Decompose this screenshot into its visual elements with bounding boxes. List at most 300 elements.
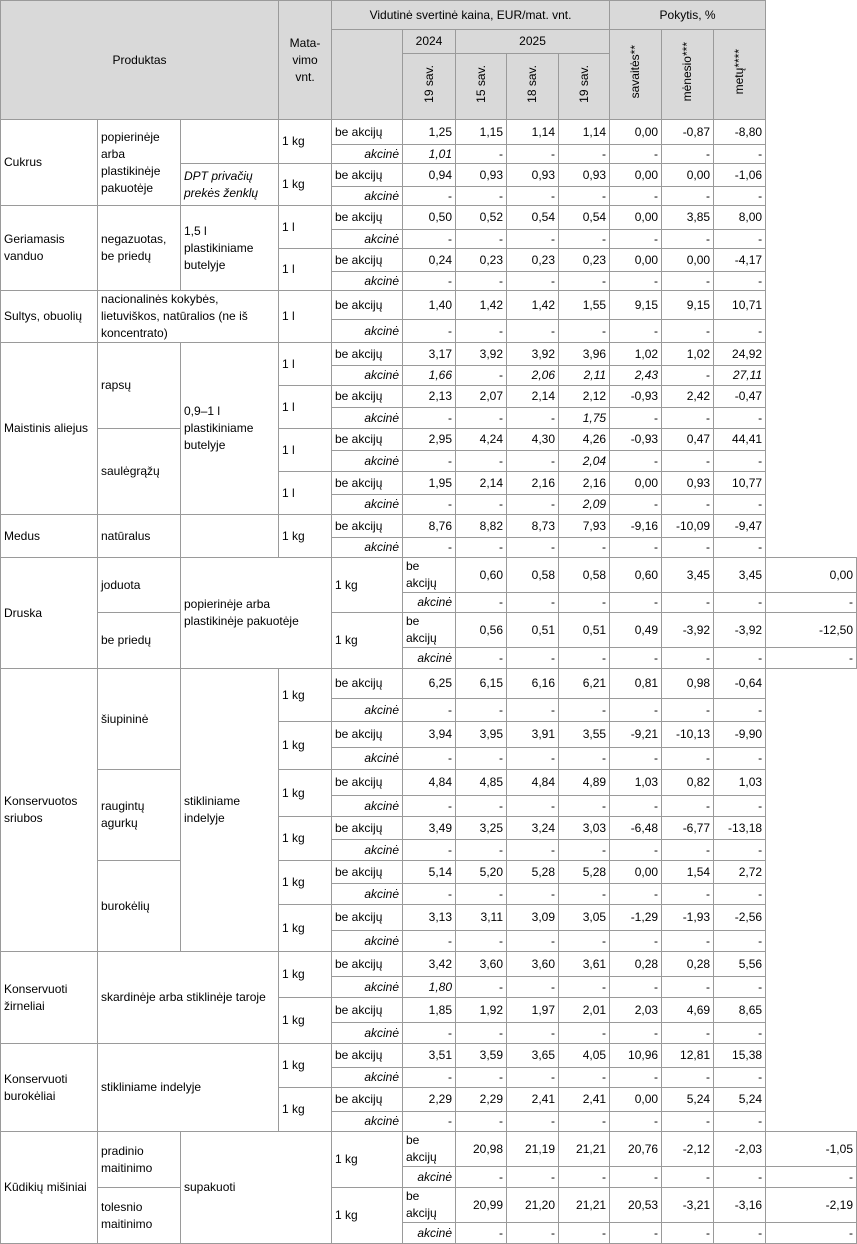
- value-cell: -: [662, 796, 714, 817]
- value-cell: -: [662, 748, 714, 770]
- value-cell: -: [610, 320, 662, 343]
- value-cell: -: [559, 187, 610, 206]
- value-cell: 0,54: [559, 206, 610, 230]
- price-type-label: be akcijų: [332, 861, 403, 884]
- value-cell: 4,69: [662, 998, 714, 1023]
- value-cell: -: [559, 1167, 610, 1188]
- value-cell: 4,85: [456, 770, 507, 796]
- product-variant-cell: [181, 120, 279, 164]
- value-cell: -: [610, 884, 662, 905]
- value-cell: 1,03: [610, 770, 662, 796]
- value-cell: -: [456, 272, 507, 291]
- value-cell: -: [456, 320, 507, 343]
- value-cell: 0,23: [507, 249, 559, 272]
- value-cell: 2,16: [559, 472, 610, 495]
- product-cell: Sultys, obuolių: [1, 291, 98, 343]
- value-cell: 0,52: [456, 206, 507, 230]
- price-type-label: be akcijų: [332, 1088, 403, 1112]
- value-cell: 4,84: [507, 770, 559, 796]
- value-cell: -: [662, 451, 714, 472]
- value-cell: -6,48: [610, 817, 662, 840]
- value-cell: -: [610, 145, 662, 164]
- value-cell: 2,03: [610, 998, 662, 1023]
- value-cell: -: [507, 1112, 559, 1132]
- price-type-label: be akcijų: [332, 120, 403, 145]
- value-cell: 5,14: [403, 861, 456, 884]
- value-cell: 5,24: [662, 1088, 714, 1112]
- product-cell: burokėlių: [98, 861, 181, 952]
- table-row: [1, 120, 857, 145]
- value-cell: 2,14: [507, 386, 559, 408]
- value-cell: -: [507, 1223, 559, 1244]
- value-cell: -: [714, 648, 766, 669]
- product-cell: negazuotas, be priedų: [98, 206, 181, 291]
- value-cell: 10,96: [610, 1044, 662, 1068]
- unit-cell: 1 kg: [279, 952, 332, 998]
- price-type-label: akcinė: [332, 796, 403, 817]
- value-cell: -: [456, 884, 507, 905]
- value-cell: 3,94: [403, 722, 456, 748]
- product-cell: popierinėje arba plastikinėje pakuotėje: [181, 558, 332, 669]
- value-cell: -: [507, 272, 559, 291]
- value-cell: 3,59: [456, 1044, 507, 1068]
- value-cell: 1,85: [403, 998, 456, 1023]
- product-cell: saulėgrąžų: [98, 429, 181, 515]
- value-cell: -13,18: [714, 817, 766, 840]
- value-cell: 0,93: [559, 164, 610, 187]
- value-cell: 0,93: [662, 472, 714, 495]
- value-cell: -: [559, 1023, 610, 1044]
- value-cell: -: [714, 320, 766, 343]
- value-cell: -: [714, 593, 766, 613]
- value-cell: -9,16: [610, 515, 662, 538]
- value-cell: 3,24: [507, 817, 559, 840]
- product-cell: joduota: [98, 558, 181, 613]
- value-cell: -: [766, 648, 857, 669]
- value-cell: -: [714, 1023, 766, 1044]
- value-cell: 12,81: [662, 1044, 714, 1068]
- value-cell: 0,60: [610, 558, 662, 593]
- value-cell: -: [610, 931, 662, 952]
- value-cell: -: [559, 748, 610, 770]
- value-cell: 3,05: [559, 905, 610, 931]
- value-cell: -: [662, 145, 714, 164]
- unit-cell: 1 l: [279, 291, 332, 343]
- value-cell: 3,11: [456, 905, 507, 931]
- value-cell: -3,21: [662, 1188, 714, 1223]
- price-type-label: be akcijų: [332, 164, 403, 187]
- value-cell: -: [403, 408, 456, 429]
- value-cell: 2,12: [559, 386, 610, 408]
- price-type-label: akcinė: [332, 1023, 403, 1044]
- product-cell: skardinėje arba stiklinėje taroje: [98, 952, 279, 1044]
- price-type-label: akcinė: [332, 884, 403, 905]
- value-cell: -: [403, 884, 456, 905]
- unit-cell: 1 kg: [279, 905, 332, 952]
- value-cell: 3,92: [456, 343, 507, 366]
- value-cell: -3,92: [714, 613, 766, 648]
- price-type-label: akcinė: [332, 408, 403, 429]
- value-cell: -: [559, 145, 610, 164]
- value-cell: -: [714, 884, 766, 905]
- dpt-label: DPT privačių prekės ženklų: [181, 164, 279, 206]
- value-cell: 2,29: [403, 1088, 456, 1112]
- value-cell: -: [456, 840, 507, 861]
- value-cell: 0,00: [662, 249, 714, 272]
- value-cell: 1,75: [559, 408, 610, 429]
- value-cell: 2,07: [456, 386, 507, 408]
- value-cell: 0,51: [559, 613, 610, 648]
- value-cell: 3,91: [507, 722, 559, 748]
- product-cell: Medus: [1, 515, 98, 558]
- price-type-label: akcinė: [332, 366, 403, 386]
- value-cell: -: [507, 884, 559, 905]
- value-cell: 9,15: [610, 291, 662, 320]
- value-cell: -: [507, 748, 559, 770]
- value-cell: -4,17: [714, 249, 766, 272]
- value-cell: -: [610, 840, 662, 861]
- value-cell: 27,11: [714, 366, 766, 386]
- value-cell: -: [456, 408, 507, 429]
- value-cell: -: [456, 495, 507, 515]
- product-cell: Kūdikių mišiniai: [1, 1132, 98, 1244]
- value-cell: 3,60: [456, 952, 507, 977]
- value-cell: 3,61: [559, 952, 610, 977]
- table-row: [1, 515, 857, 538]
- value-cell: 20,98: [456, 1132, 507, 1167]
- product-cell: popierinėje arba plastikinėje pakuotėje: [98, 120, 181, 206]
- unit-cell: 1 kg: [332, 1132, 403, 1188]
- value-cell: 1,02: [662, 343, 714, 366]
- value-cell: -: [662, 1068, 714, 1088]
- unit-cell: 1 l: [279, 343, 332, 386]
- price-type-label: akcinė: [332, 538, 403, 558]
- value-cell: 2,01: [559, 998, 610, 1023]
- value-cell: 0,93: [507, 164, 559, 187]
- value-cell: -: [610, 748, 662, 770]
- value-cell: -: [766, 1223, 857, 1244]
- value-cell: -: [766, 1167, 857, 1188]
- value-cell: 4,30: [507, 429, 559, 451]
- value-cell: 2,29: [456, 1088, 507, 1112]
- value-cell: 3,17: [403, 343, 456, 366]
- value-cell: -: [662, 699, 714, 722]
- header-week: 19 sav.: [559, 54, 610, 120]
- price-type-label: be akcijų: [332, 206, 403, 230]
- value-cell: -: [559, 699, 610, 722]
- product-cell: 1,5 l plastikiniame butelyje: [181, 206, 279, 291]
- price-type-label: akcinė: [403, 1223, 456, 1244]
- unit-cell: 1 l: [279, 429, 332, 472]
- value-cell: 10,77: [714, 472, 766, 495]
- value-cell: -: [559, 1223, 610, 1244]
- value-cell: 1,80: [403, 977, 456, 998]
- value-cell: 0,54: [507, 206, 559, 230]
- value-cell: -0,64: [714, 669, 766, 699]
- value-cell: -: [610, 451, 662, 472]
- value-cell: 0,50: [403, 206, 456, 230]
- product-cell: Druska: [1, 558, 98, 669]
- table-row: [1, 669, 857, 699]
- value-cell: -2,03: [714, 1132, 766, 1167]
- value-cell: 0,00: [662, 164, 714, 187]
- unit-cell: 1 kg: [279, 669, 332, 722]
- value-cell: -: [507, 1167, 559, 1188]
- value-cell: 1,25: [403, 120, 456, 145]
- value-cell: -: [456, 145, 507, 164]
- value-cell: -: [507, 408, 559, 429]
- value-cell: -: [559, 593, 610, 613]
- value-cell: 6,25: [403, 669, 456, 699]
- value-cell: -: [456, 796, 507, 817]
- unit-cell: 1 kg: [279, 722, 332, 770]
- value-cell: 1,42: [507, 291, 559, 320]
- value-cell: -: [403, 495, 456, 515]
- value-cell: 0,00: [610, 164, 662, 187]
- price-type-label: be akcijų: [403, 613, 456, 648]
- value-cell: -: [610, 977, 662, 998]
- value-cell: 3,55: [559, 722, 610, 748]
- header-empty: [332, 30, 403, 120]
- value-cell: -: [662, 187, 714, 206]
- table-row: [1, 429, 857, 451]
- value-cell: -: [507, 1023, 559, 1044]
- value-cell: 0,56: [456, 613, 507, 648]
- price-type-label: be akcijų: [332, 1044, 403, 1068]
- value-cell: -: [507, 451, 559, 472]
- value-cell: -: [714, 1112, 766, 1132]
- table-row: [1, 291, 857, 320]
- value-cell: 4,24: [456, 429, 507, 451]
- price-type-label: be akcijų: [332, 343, 403, 366]
- header-week: 18 sav.: [507, 54, 559, 120]
- value-cell: 3,60: [507, 952, 559, 977]
- value-cell: 2,09: [559, 495, 610, 515]
- price-type-label: be akcijų: [332, 952, 403, 977]
- value-cell: 21,21: [559, 1132, 610, 1167]
- value-cell: -: [403, 1068, 456, 1088]
- value-cell: -: [766, 593, 857, 613]
- value-cell: -: [610, 230, 662, 249]
- value-cell: -: [559, 1112, 610, 1132]
- value-cell: -: [714, 699, 766, 722]
- unit-cell: 1 kg: [279, 861, 332, 905]
- value-cell: 0,82: [662, 770, 714, 796]
- header-week: 15 sav.: [456, 54, 507, 120]
- value-cell: -10,13: [662, 722, 714, 748]
- unit-cell: 1 kg: [279, 1044, 332, 1088]
- value-cell: -: [456, 366, 507, 386]
- unit-cell: 1 kg: [332, 558, 403, 613]
- value-cell: -10,09: [662, 515, 714, 538]
- value-cell: -: [403, 230, 456, 249]
- price-type-label: be akcijų: [332, 515, 403, 538]
- table-row: [1, 1132, 857, 1167]
- value-cell: -: [403, 1023, 456, 1044]
- price-type-label: be akcijų: [332, 429, 403, 451]
- table-row: [1, 343, 857, 366]
- value-cell: -: [456, 748, 507, 770]
- value-cell: 3,85: [662, 206, 714, 230]
- table-body: [1, 120, 857, 1244]
- price-type-label: be akcijų: [332, 386, 403, 408]
- value-cell: -: [403, 1112, 456, 1132]
- value-cell: 20,99: [456, 1188, 507, 1223]
- value-cell: -: [714, 977, 766, 998]
- product-cell: tolesnio maitinimo: [98, 1188, 181, 1244]
- value-cell: -6,77: [662, 817, 714, 840]
- price-type-label: be akcijų: [332, 669, 403, 699]
- product-variant-cell: [181, 515, 279, 558]
- value-cell: 1,92: [456, 998, 507, 1023]
- value-cell: 0,00: [610, 206, 662, 230]
- value-cell: -: [662, 977, 714, 998]
- table-row: [1, 613, 857, 648]
- product-cell: 0,9–1 l plastikiniame butelyje: [181, 343, 279, 515]
- price-type-label: akcinė: [332, 840, 403, 861]
- value-cell: -1,29: [610, 905, 662, 931]
- value-cell: -: [403, 748, 456, 770]
- value-cell: -: [559, 648, 610, 669]
- value-cell: -: [559, 840, 610, 861]
- value-cell: 8,82: [456, 515, 507, 538]
- value-cell: -: [403, 187, 456, 206]
- value-cell: 1,03: [714, 770, 766, 796]
- value-cell: 24,92: [714, 343, 766, 366]
- value-cell: -: [714, 230, 766, 249]
- value-cell: -: [403, 538, 456, 558]
- unit-cell: 1 kg: [332, 613, 403, 669]
- value-cell: -: [610, 408, 662, 429]
- value-cell: -9,21: [610, 722, 662, 748]
- value-cell: -: [559, 796, 610, 817]
- value-cell: -: [714, 272, 766, 291]
- value-cell: 2,04: [559, 451, 610, 472]
- value-cell: 0,24: [403, 249, 456, 272]
- value-cell: 5,24: [714, 1088, 766, 1112]
- value-cell: -: [662, 593, 714, 613]
- value-cell: 2,06: [507, 366, 559, 386]
- value-cell: 5,28: [507, 861, 559, 884]
- table-row: [1, 1044, 857, 1068]
- value-cell: 4,26: [559, 429, 610, 451]
- value-cell: -: [714, 451, 766, 472]
- value-cell: -: [610, 593, 662, 613]
- price-type-label: be akcijų: [332, 905, 403, 931]
- header-produktas: Produktas: [1, 1, 279, 120]
- value-cell: -: [714, 1167, 766, 1188]
- value-cell: -12,50: [766, 613, 857, 648]
- price-type-label: akcinė: [332, 272, 403, 291]
- product-cell: Konservuoti burokėliai: [1, 1044, 98, 1132]
- table-row: [1, 770, 857, 796]
- value-cell: 0,60: [456, 558, 507, 593]
- value-cell: 4,05: [559, 1044, 610, 1068]
- value-cell: -: [662, 408, 714, 429]
- value-cell: -: [403, 796, 456, 817]
- unit-cell: 1 kg: [332, 1188, 403, 1244]
- unit-cell: 1 kg: [279, 120, 332, 164]
- value-cell: 3,92: [507, 343, 559, 366]
- product-cell: šiupininė: [98, 669, 181, 770]
- value-cell: -: [662, 320, 714, 343]
- value-cell: 3,95: [456, 722, 507, 748]
- value-cell: 0,51: [507, 613, 559, 648]
- value-cell: -: [403, 840, 456, 861]
- table-row: [1, 861, 857, 884]
- product-cell: pradinio maitinimo: [98, 1132, 181, 1188]
- product-cell: supakuoti: [181, 1132, 332, 1244]
- value-cell: -: [456, 977, 507, 998]
- value-cell: -: [403, 320, 456, 343]
- value-cell: -: [507, 796, 559, 817]
- value-cell: -2,19: [766, 1188, 857, 1223]
- value-cell: -: [456, 931, 507, 952]
- value-cell: -: [507, 648, 559, 669]
- value-cell: 7,93: [559, 515, 610, 538]
- product-cell: raugintų agurkų: [98, 770, 181, 861]
- value-cell: 44,41: [714, 429, 766, 451]
- unit-cell: 1 kg: [279, 515, 332, 558]
- value-cell: 8,00: [714, 206, 766, 230]
- value-cell: -: [403, 699, 456, 722]
- price-type-label: akcinė: [332, 748, 403, 770]
- value-cell: -: [507, 145, 559, 164]
- header-year-2025: 2025: [456, 30, 610, 54]
- product-cell: natūralus: [98, 515, 181, 558]
- product-cell: Geriamasis vanduo: [1, 206, 98, 291]
- value-cell: -: [662, 1167, 714, 1188]
- value-cell: 1,97: [507, 998, 559, 1023]
- value-cell: 21,19: [507, 1132, 559, 1167]
- value-cell: -1,05: [766, 1132, 857, 1167]
- price-type-label: akcinė: [332, 230, 403, 249]
- value-cell: -: [662, 648, 714, 669]
- header-savaites: savaitės**: [610, 30, 662, 120]
- value-cell: 8,65: [714, 998, 766, 1023]
- product-cell: Konservuoti žirneliai: [1, 952, 98, 1044]
- value-cell: 0,00: [610, 1088, 662, 1112]
- value-cell: -: [507, 320, 559, 343]
- value-cell: 5,56: [714, 952, 766, 977]
- value-cell: 2,42: [662, 386, 714, 408]
- table-row: [1, 952, 857, 977]
- value-cell: -3,92: [662, 613, 714, 648]
- value-cell: -1,06: [714, 164, 766, 187]
- header-year-2024: 2024: [403, 30, 456, 54]
- value-cell: -: [714, 408, 766, 429]
- table-row: [1, 206, 857, 230]
- value-cell: 6,15: [456, 669, 507, 699]
- price-type-label: be akcijų: [332, 998, 403, 1023]
- value-cell: -: [559, 931, 610, 952]
- value-cell: -: [456, 187, 507, 206]
- unit-cell: 1 kg: [279, 998, 332, 1044]
- value-cell: 0,49: [610, 613, 662, 648]
- price-type-label: akcinė: [332, 187, 403, 206]
- value-cell: -: [559, 1068, 610, 1088]
- value-cell: -: [610, 1023, 662, 1044]
- price-type-label: akcinė: [332, 320, 403, 343]
- value-cell: 20,76: [610, 1132, 662, 1167]
- value-cell: 3,45: [662, 558, 714, 593]
- value-cell: 2,41: [507, 1088, 559, 1112]
- value-cell: 0,28: [662, 952, 714, 977]
- value-cell: 2,13: [403, 386, 456, 408]
- value-cell: -: [610, 538, 662, 558]
- product-cell: Konservuotos sriubos: [1, 669, 98, 952]
- value-cell: -: [403, 272, 456, 291]
